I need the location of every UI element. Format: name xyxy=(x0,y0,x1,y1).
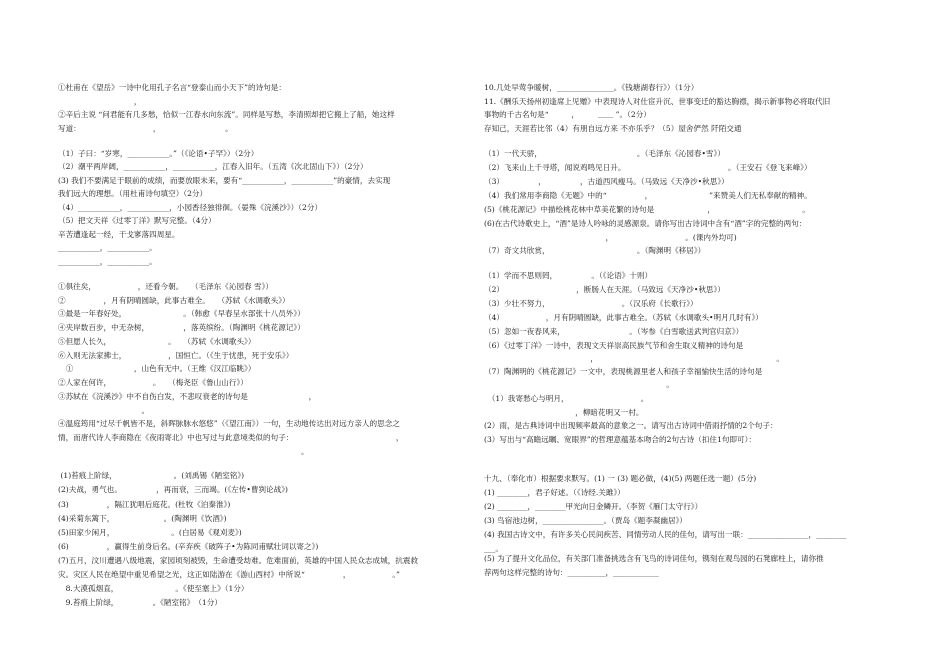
question-line: (2）雨，是古典诗词中出现频率最高的意象之一。请写出古诗词中借雨抒情的2个句子： xyxy=(484,421,778,430)
question-line: (6) ，赢得生前身后名。(辛弃疾《破阵子•为陈同甫赋壮词以寄之》) xyxy=(58,542,319,551)
question-line: ② ，月有阴晴圆缺，此事古难全。 （苏轼《水调歌头》） xyxy=(58,296,290,305)
question-line: (3) 鸟宿池边树，________________。（贾岛《题李凝幽居》） xyxy=(484,516,688,525)
question-line: (4)采菊东篱下， 。(陶渊明《饮酒》) xyxy=(58,514,227,523)
question-line: （2）潮平两岸阔，___________，___________，江春入旧年。（五湾《次北固山下》）（2分） xyxy=(58,162,368,171)
question-line: 10.几处早莺争暖树，_______________。《钱塘湖春行》）（1分） xyxy=(484,83,699,92)
answer-blank-line: ， xyxy=(58,97,142,106)
question-line: 8.大漠孤烟直， 。《使至塞上》（1分） xyxy=(58,584,249,593)
question-line: （4）我们常用李商隐《无题》中的“ ， ”来赞美人们无私奉献的精神。 xyxy=(484,191,812,200)
question-line: 灾。灾区人民在绝望中重见希望之光，这正如陆游在《游山西村》中所说“ ， 。” xyxy=(58,570,400,579)
question-line: ① ，山色有无中。（王维《汉江临眺》） xyxy=(58,364,256,373)
question-line: ⑤但愿人长久， 。 （苏轼《水调歌头》） xyxy=(58,337,256,346)
question-line: （5）把文天祥《过零丁洋》默写完整。（4分） xyxy=(58,216,216,225)
question-line: (5) 为了提升文化品位，有关部门准备挑选含有飞鸟的诗词佳句，镌刻在观鸟园的石凳廊柱上，请你推 xyxy=(484,554,824,563)
answer-blank-line: ___________，___________。 xyxy=(58,243,157,252)
question-line: (2) ________，________甲光向日金鳞开。（李贺《雁门太守行》） xyxy=(484,502,703,511)
question-line: （1）子曰：“岁寒，___________。”（《论语•子罕》）（2分） xyxy=(58,149,259,158)
question-line: ③最是一年春好处， 。（韩愈《早春呈水部张十八员外》） xyxy=(58,309,305,318)
question-line: ，柳暗花明又一村。 xyxy=(484,408,644,417)
question-line: ④夹岸数百步，中无杂树， ，落英缤纷。（陶渊明《桃花源记》） xyxy=(58,323,305,332)
question-line: (3）写出与“高瞻远瞩、宽眼界”的哲理意蕴基本吻合的2句古诗（扣住1句即可）： xyxy=(484,435,757,444)
question-line: 我们远大的理想。（用杜甫诗句填空）（2分） xyxy=(58,189,208,198)
question-line: （1）我寄愁心与明月， 。 xyxy=(484,394,649,403)
question-line: （3）少壮不努力， 。（汉乐府《长歌行》） xyxy=(484,299,698,308)
question-line: （7）陶渊明的《桃花源记》一文中，表现桃源里老人和孩子幸福愉快生活的诗句是 xyxy=(484,367,763,376)
answer-blank-line: 。 xyxy=(484,380,674,389)
answer-blank-line: 。 xyxy=(58,447,309,456)
question-line: （1）一代天骄， 。（毛泽东《沁园春•雪》） xyxy=(484,149,725,158)
question-line: (6)在古代诗歌史上，“酒”是诗人吟咏的灵感源泉。请你写出古诗词中含有“酒”字的完整的两句： xyxy=(484,219,807,228)
question-line: ②辛后主说 “问君能有几多愁，恰似一江春水向东流”。同样是写愁，李清照却把它搬上了船，她这样 xyxy=(58,110,395,119)
question-line: 荐两句这样完整的诗句：__________，____________ xyxy=(484,568,659,577)
question-line: （6）《过零丁洋》一诗中，表现文天祥崇高民族气节和舍生取义精神的诗句是 xyxy=(484,341,744,350)
answer-blank-line: ___________，___________。 xyxy=(58,257,157,266)
question-line: ⑥入则无法家拂士， ，国恒亡。（《生于忧患，死于安乐》） xyxy=(58,351,294,360)
question-line: (2)夫战，勇气也。 ，再而衰，三而竭。(《左传•曹刿论战》) xyxy=(58,485,288,494)
question-line: ①杜甫在《望岳》一诗中化用孔子名言“登泰山而小天下”的诗句是： xyxy=(58,83,286,92)
poem-line: 辛苦遭逢起一经，干戈寥落四周星。 xyxy=(58,230,180,239)
question-line: （4）___________，___________，小园香径独徘徊。（晏殊《浣溪沙》）（2分） xyxy=(58,203,323,212)
answer-blank-line: ， 。(课内外均可) xyxy=(484,233,737,242)
question-line: （1）学而不思则罔， 。（《论语》十则） xyxy=(484,271,653,280)
question-line: (4) 我国古诗文中，有许多关心民间疾苦、同情劳动人民的佳句，请写出一联：________________，________ xyxy=(484,530,847,539)
answer-key-line: 存知己，天涯若比邻（4）有朋自远方来 不亦乐乎？（5）屋舍俨然 阡陌交通 xyxy=(484,124,742,133)
question-line: ③苏轼在《浣溪沙》中不自伤白发，不悲叹衰老的诗句是 ， xyxy=(58,392,317,401)
question-line: (1) ________，君子好逑。（《诗经.关雎》） xyxy=(484,488,625,497)
question-line: (5)田家少闲月， 。(白居易《观刈麦》) xyxy=(58,528,242,537)
question-line: 11.《酬乐天扬州初逢席上见赠》中表现诗人对仕宦升沉、世事变迁的豁达胸襟，揭示新事物必将取代旧 xyxy=(484,97,831,106)
question-line: (5)《桃花源记》中描绘桃花林中草美花繁的诗句是 ， 。 xyxy=(484,205,810,214)
question-line: （2） ，断肠人在天涯。（马致远《天净沙•秋思》） xyxy=(484,285,725,294)
answer-blank-line: 。 xyxy=(58,406,150,415)
question-line: ①俱往矣， ，还看今朝。 （毛泽东《沁园春 雪》） xyxy=(58,282,274,291)
question-line: (3) ，隔江犹唱后庭花。(杜牧《泊秦淮》) xyxy=(58,500,231,509)
question-line: 写道： ， 。 xyxy=(58,124,233,133)
question-line: （2）飞来山上千寻塔，闻说鸡鸣见日升。 。（王安石《登飞来峰》） xyxy=(484,163,812,172)
question-line: ②人家在何许， 。 （梅尧臣《鲁山山行》） xyxy=(58,378,248,387)
answer-blank-line: ， 。 xyxy=(484,354,784,363)
question-line: （5）忽如一夜春风来， 。（岑参《白雪歌送武判官归京》） xyxy=(484,327,744,336)
question-line: （3） ， ，古道西风瘦马。（马致远《天净沙•秋思》） xyxy=(484,177,729,186)
question-line: (3) 我们不要满足于眼前的成绩，而要放眼未来，要有“___________，___________”的豪情，去实现 xyxy=(58,176,391,185)
section-heading: 十九、（奉化市）根据要求默写。(1) 一 (3) 题必做，(4)(5) 两题任选一题）(5分) xyxy=(484,474,757,483)
question-line: 情，而唐代诗人李商隐在《夜雨寄北》中也写过与此意境类似的句子： ， xyxy=(58,433,404,442)
question-line: 事物的千古名句是“ ， ＿＿ ”。（2分） xyxy=(484,110,651,119)
question-line: （4） ，月有阴晴圆缺，此事古难全。（苏轼《水调歌头•明月几时有》） xyxy=(484,313,763,322)
question-line: (1)苔痕上阶绿， 。(刘禹锡《陋室铭》) xyxy=(58,471,245,480)
question-line: (7)五月，汶川遭遇八级地震，家园顷刻被毁，生命遭受劫难。危难面前，英雄的中国人民众志成城，抗震救 xyxy=(58,556,419,565)
question-line: （7）奇文共欣赏， 。（陶渊明《移居》） xyxy=(484,246,706,255)
question-line: 9.苔痕上阶绿， 。《陋室铭》 （1分） xyxy=(58,598,222,607)
answer-blank-line: ___。 xyxy=(484,544,503,553)
question-line: ④温庭筠用“过尽千帆皆不是，斜晖脉脉水悠悠”（《望江南》）一句，生动地传达出对远方亲人的思念之 xyxy=(58,419,400,428)
